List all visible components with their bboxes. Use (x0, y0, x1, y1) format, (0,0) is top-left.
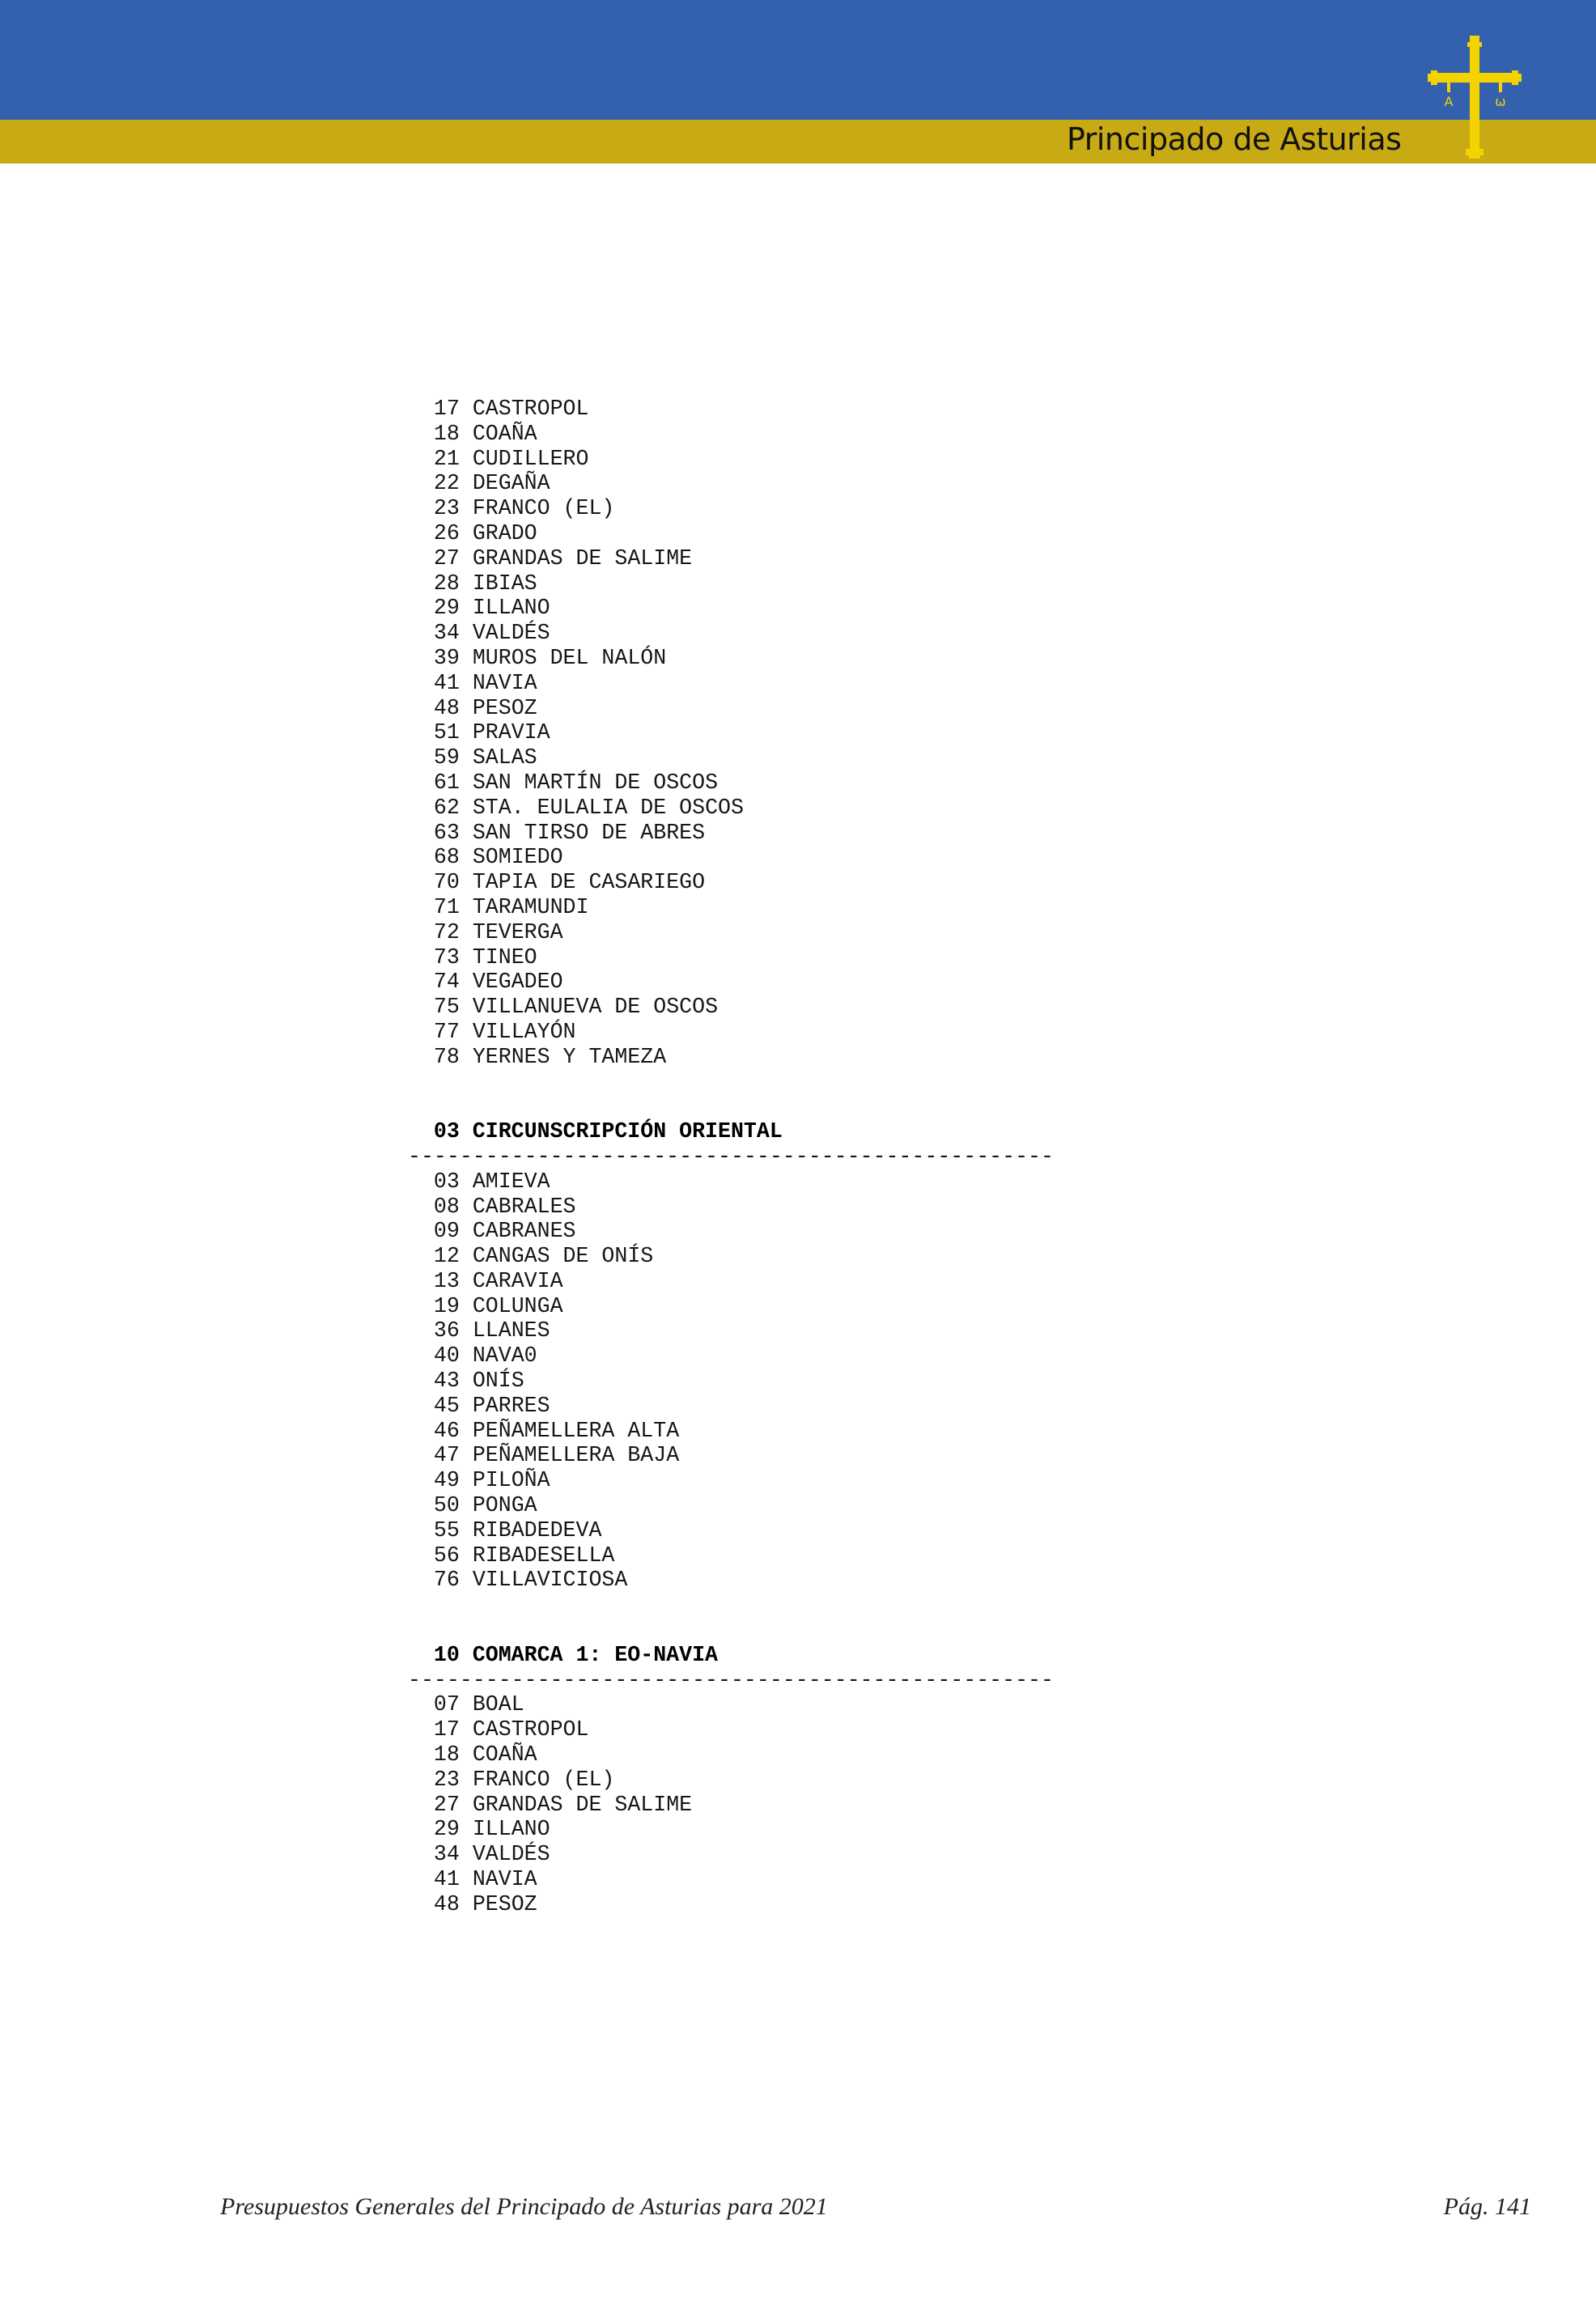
municipality-code: 13 (433, 1268, 460, 1293)
municipality-name: TARAMUNDI (472, 894, 589, 919)
municipality-name: GRANDAS DE SALIME (472, 1792, 693, 1817)
municipality-code: 51 (433, 720, 460, 745)
header-band-blue (0, 0, 1596, 120)
municipality-code: 61 (433, 770, 460, 795)
list-item (408, 970, 1054, 995)
list-item (408, 447, 1054, 472)
list-item (408, 720, 1054, 745)
list-item (408, 1518, 1054, 1543)
list-item (408, 770, 1054, 796)
list-item (408, 671, 1054, 696)
municipality-name: SALAS (472, 745, 537, 770)
municipality-code: 68 (433, 845, 460, 870)
blank-line (408, 1094, 1054, 1119)
municipality-name: NAVIA (472, 670, 537, 695)
list-item (408, 895, 1054, 920)
municipality-name: RIBADEDEVA (472, 1517, 602, 1543)
municipality-name: SAN TIRSO DE ABRES (472, 820, 706, 845)
list-item (408, 870, 1054, 895)
municipality-code: 19 (433, 1293, 460, 1318)
list-item (408, 646, 1054, 671)
list-item (408, 821, 1054, 846)
municipality-name: TINEO (472, 944, 537, 970)
footer-document-title: Presupuestos Generales del Principado de Asturias para 2021 (220, 2193, 828, 2220)
municipality-name: TEVERGA (472, 919, 563, 944)
municipality-name: PARRES (472, 1393, 550, 1418)
municipality-name: FRANCO (EL) (472, 1767, 615, 1792)
municipality-code: 17 (433, 1717, 460, 1742)
municipality-name: PONGA (472, 1493, 537, 1518)
municipality-code: 46 (433, 1418, 460, 1443)
list-item (408, 1892, 1054, 1917)
list-item (408, 496, 1054, 521)
municipality-name: SAN MARTÍN DE OSCOS (472, 770, 719, 795)
list-item (408, 1717, 1054, 1742)
municipality-code: 48 (433, 695, 460, 720)
municipality-code: 72 (433, 919, 460, 944)
municipality-name: TAPIA DE CASARIEGO (472, 870, 706, 895)
footer-page-number: Pág. 141 (1443, 2193, 1531, 2220)
municipality-name: STA. EULALIA DE OSCOS (472, 795, 744, 820)
list-item (408, 1369, 1054, 1394)
municipality-code: 22 (433, 471, 460, 496)
municipality-code: 47 (433, 1443, 460, 1468)
emblem-letter-alpha: A (1444, 94, 1454, 109)
municipality-code: 70 (433, 870, 460, 895)
list-item (408, 1318, 1054, 1343)
municipality-name: VEGADEO (472, 970, 563, 995)
municipality-code: 09 (433, 1219, 460, 1244)
list-item (408, 1244, 1054, 1269)
municipality-code: 36 (433, 1318, 460, 1343)
section-heading: 03 CIRCUNSCRIPCIÓN ORIENTAL (408, 1119, 783, 1144)
list-item (408, 945, 1054, 970)
municipality-name: MUROS DEL NALÓN (472, 645, 667, 670)
municipality-code: 49 (433, 1468, 460, 1493)
section-rule: -------------------------------------------------- (408, 1667, 1054, 1692)
list-item (408, 521, 1054, 546)
municipality-code: 12 (433, 1244, 460, 1269)
list-item (408, 1768, 1054, 1793)
municipality-name: VILLAYÓN (472, 1019, 576, 1044)
municipality-name: NAVIA (472, 1867, 537, 1892)
municipality-name: PEÑAMELLERA ALTA (472, 1418, 680, 1443)
municipality-code: 28 (433, 571, 460, 596)
municipality-code: 21 (433, 446, 460, 471)
list-item (408, 1793, 1054, 1818)
municipality-name: PESOZ (472, 1891, 537, 1916)
section-rule: -------------------------------------------------- (408, 1144, 1054, 1169)
municipality-name: CUDILLERO (472, 446, 589, 471)
municipality-code: 18 (433, 1742, 460, 1768)
municipality-code: 50 (433, 1493, 460, 1518)
municipality-code: 08 (433, 1194, 460, 1219)
list-item (408, 1817, 1054, 1842)
list-item (408, 1468, 1054, 1493)
municipality-code: 62 (433, 795, 460, 820)
list-item (408, 596, 1054, 621)
municipality-name: PILOÑA (472, 1468, 550, 1493)
list-item (408, 621, 1054, 646)
municipality-code: 78 (433, 1044, 460, 1069)
list-item (408, 1568, 1054, 1593)
list-item (408, 1842, 1054, 1867)
municipality-code: 07 (433, 1692, 460, 1717)
list-item (408, 1493, 1054, 1518)
municipality-name: COLUNGA (472, 1293, 563, 1318)
blank-line (408, 1593, 1054, 1618)
municipality-name: RIBADESELLA (472, 1543, 615, 1568)
list-item (408, 1269, 1054, 1294)
municipality-code: 29 (433, 1817, 460, 1842)
municipality-code: 29 (433, 596, 460, 621)
municipality-name: PEÑAMELLERA BAJA (472, 1443, 680, 1468)
municipality-name: PRAVIA (472, 720, 550, 745)
municipality-name: COAÑA (472, 1742, 537, 1768)
municipality-code: 56 (433, 1543, 460, 1568)
list-item (408, 1692, 1054, 1717)
municipality-name: CABRALES (472, 1194, 576, 1219)
list-item (408, 796, 1054, 821)
municipality-name: CARAVIA (472, 1268, 563, 1293)
emblem-letter-omega: ω (1495, 94, 1506, 109)
municipality-name: NAVA0 (472, 1343, 537, 1369)
municipality-code: 39 (433, 645, 460, 670)
municipality-code: 17 (433, 397, 460, 421)
municipality-code: 71 (433, 894, 460, 919)
municipality-code: 74 (433, 970, 460, 995)
municipality-name: VALDÉS (472, 621, 550, 646)
list-item (408, 845, 1054, 870)
municipality-name: CABRANES (472, 1219, 576, 1244)
municipality-code: 41 (433, 1867, 460, 1892)
municipality-code: 27 (433, 545, 460, 571)
municipality-name: ILLANO (472, 596, 550, 621)
municipality-code: 27 (433, 1792, 460, 1817)
municipality-name: VILLAVICIOSA (472, 1568, 628, 1593)
municipality-name: SOMIEDO (472, 845, 563, 870)
municipality-code: 41 (433, 670, 460, 695)
municipality-code: 73 (433, 944, 460, 970)
municipality-code: 77 (433, 1019, 460, 1044)
municipality-code: 45 (433, 1393, 460, 1418)
municipality-name: COAÑA (472, 421, 537, 446)
list-item (408, 1169, 1054, 1195)
list-item (408, 696, 1054, 721)
municipality-name: BOAL (472, 1692, 524, 1717)
municipality-name: YERNES Y TAMEZA (472, 1044, 667, 1069)
list-item (408, 1020, 1054, 1045)
list-item (408, 1867, 1054, 1892)
municipality-listing (408, 397, 1054, 1917)
municipality-code: 03 (433, 1169, 460, 1194)
list-item (408, 1294, 1054, 1319)
list-item (408, 1394, 1054, 1419)
municipality-name: LLANES (472, 1318, 550, 1343)
municipality-code: 59 (433, 745, 460, 770)
municipality-name: DEGAÑA (472, 471, 550, 496)
list-item (408, 471, 1054, 496)
municipality-name: CANGAS DE ONÍS (472, 1244, 654, 1269)
municipality-code: 34 (433, 621, 460, 646)
municipality-name: GRADO (472, 520, 537, 545)
municipality-name: VILLANUEVA DE OSCOS (472, 995, 719, 1020)
victory-cross-icon (1428, 36, 1522, 159)
list-item (408, 1045, 1054, 1070)
municipality-code: 75 (433, 995, 460, 1020)
list-item (408, 745, 1054, 770)
municipality-name: AMIEVA (472, 1169, 550, 1194)
list-item (408, 546, 1054, 571)
municipality-name: VALDÉS (472, 1842, 550, 1867)
municipality-code: 18 (433, 421, 460, 446)
municipality-code: 55 (433, 1517, 460, 1543)
municipality-code: 48 (433, 1891, 460, 1916)
list-item (408, 920, 1054, 945)
municipality-name: CASTROPOL (472, 397, 589, 421)
municipality-code: 40 (433, 1343, 460, 1369)
municipality-code: 63 (433, 820, 460, 845)
list-item (408, 1195, 1054, 1220)
section-heading: 10 COMARCA 1: EO-NAVIA (408, 1642, 719, 1667)
list-item (408, 422, 1054, 447)
list-item (408, 1443, 1054, 1468)
blank-line (408, 1070, 1054, 1095)
list-item (408, 1543, 1054, 1568)
municipality-name: GRANDAS DE SALIME (472, 545, 693, 571)
municipality-code: 43 (433, 1369, 460, 1394)
list-item (408, 1343, 1054, 1369)
list-item (408, 1219, 1054, 1244)
municipality-code: 23 (433, 1767, 460, 1792)
municipality-code: 34 (433, 1842, 460, 1867)
municipality-code: 26 (433, 520, 460, 545)
municipality-name: PESOZ (472, 695, 537, 720)
municipality-code: 23 (433, 496, 460, 521)
municipality-name: ONÍS (472, 1369, 524, 1394)
list-item (408, 1419, 1054, 1444)
list-item (408, 1742, 1054, 1768)
municipality-name: IBIAS (472, 571, 537, 596)
municipality-name: ILLANO (472, 1817, 550, 1842)
municipality-name: FRANCO (EL) (472, 496, 615, 521)
blank-line (408, 1618, 1054, 1643)
list-item (408, 397, 1054, 422)
list-item (408, 995, 1054, 1020)
list-item (408, 571, 1054, 596)
municipality-code: 76 (433, 1568, 460, 1593)
header-title: Principado de Asturias (1067, 121, 1402, 157)
municipality-name: CASTROPOL (472, 1717, 589, 1742)
